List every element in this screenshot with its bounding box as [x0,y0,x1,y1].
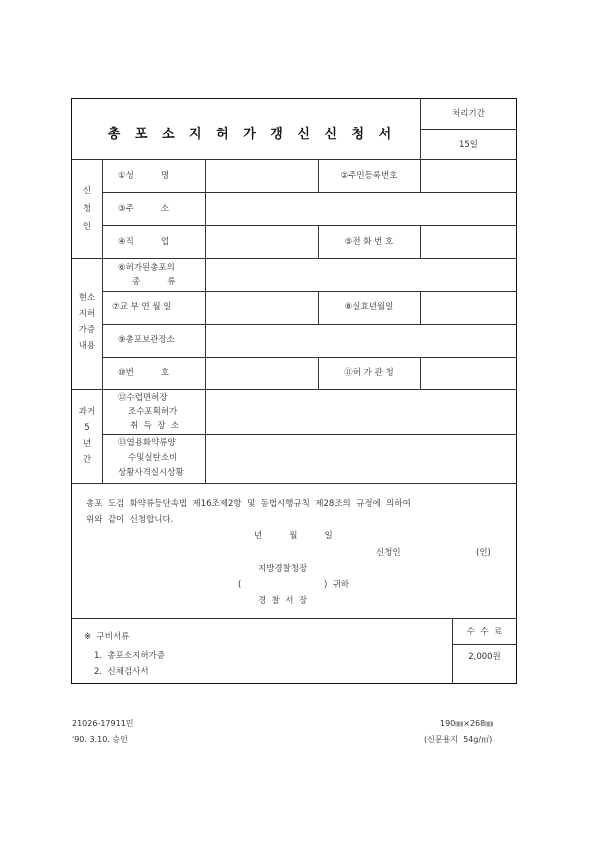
fee-value: 2,000원 [468,652,501,662]
permit-section-label: 내용 [78,341,96,351]
processing-period-value: 15일 [458,140,479,150]
permit-section-label: 현소 [78,293,96,303]
authority-label: ⑪허 가 관 청 [344,368,394,378]
approval-date: '90. 3.10. 승인 [72,735,128,744]
phone-field[interactable] [421,226,517,257]
occupation-label: ④직 업 [118,237,170,247]
required-doc-item: 1. 총포소지허가증 [94,651,165,661]
applicant-section-label: 인 [82,222,92,232]
number-label: ⑩번 호 [118,368,170,378]
gun-type-label: 종 류 [132,277,176,287]
applicant-signature-label: 신청인 [376,548,401,558]
history-section-label: 과거 [78,407,96,417]
storage-place-label: ⑨총포보관장소 [118,335,175,345]
permit-section-label: 지허 [78,309,96,319]
explosive-usage-label: 상황사격실시상황 [118,468,184,478]
resident-number-field[interactable] [421,160,517,191]
phone-label: ⑤전 화 번 호 [344,237,394,247]
processing-period-label: 처리기간 [452,109,485,119]
legal-statement: 위와 같이 신청합니다. [86,515,174,525]
storage-place-field[interactable] [206,325,517,356]
applicant-section-label: 신 [82,186,92,196]
fee-label: 수 수 료 [466,627,503,637]
hunting-license-label: 조수포획허가 [128,407,178,417]
hunting-license-label: ⑫수렵면허장 [118,393,168,403]
divider-line [72,483,517,484]
hunting-license-label: 취 득 장 소 [130,421,180,431]
applicant-section-label: 청 [82,204,92,214]
required-docs-header: ※ 구비서류 [84,632,130,642]
date-line: 년 월 일 [254,531,333,541]
divider-line [420,129,517,130]
divider-line [452,644,517,645]
required-doc-item: 2. 신체검사서 [94,667,149,677]
divider-line [102,159,103,483]
legal-statement: 총포 도검 화약류등단속법 제16조제2항 및 동법시행규칙 제28조의 규정에 의하여 [86,499,411,509]
form-code: 21026-17911민 [72,719,134,728]
issue-date-field[interactable] [206,292,317,323]
form-title: 총 포 소 지 허 가 갱 신 신 청 서 [107,127,397,142]
resident-number-label: ②주민등록번호 [340,171,398,181]
expiry-date-field[interactable] [421,292,517,323]
divider-line [72,618,517,619]
explosive-usage-field[interactable] [206,435,517,482]
application-form [71,98,517,684]
hunting-license-field[interactable] [206,390,517,433]
addressee-line: 경 찰 서 장 [258,596,308,606]
name-field[interactable] [206,160,317,191]
number-field[interactable] [206,358,317,388]
gun-type-label: ⑥허가된총포의 [118,263,175,273]
expiry-date-label: ⑧실효년월일 [344,302,394,312]
addressee-line: ) 귀하 [324,580,350,590]
occupation-field[interactable] [206,226,317,257]
address-label: ③주 소 [118,204,170,214]
paper-type: (신문용지 54g/㎡) [424,735,493,744]
paper-size: 190㎜×268㎜ [440,719,494,728]
history-section-label: 년 [82,439,92,449]
explosive-usage-label: ⑬엽용화약류양 [118,438,176,448]
gun-type-field[interactable] [206,259,517,290]
addressee-line: 지방경찰청장 [258,564,308,574]
signature-field[interactable] [410,545,472,561]
authority-field[interactable] [421,358,517,388]
addressee-field[interactable] [246,578,318,593]
explosive-usage-label: 수및실탄소비 [128,453,178,463]
issue-date-label: ⑦교 부 연 월 일 [112,302,172,312]
addressee-line: ( [238,580,242,590]
seal-mark: (인) [476,548,491,558]
history-section-label: 간 [82,455,92,465]
address-field[interactable] [206,193,517,224]
permit-section-label: 가증 [78,325,96,335]
name-label: ①성 명 [118,171,170,181]
history-section-label: 5 [84,423,90,433]
